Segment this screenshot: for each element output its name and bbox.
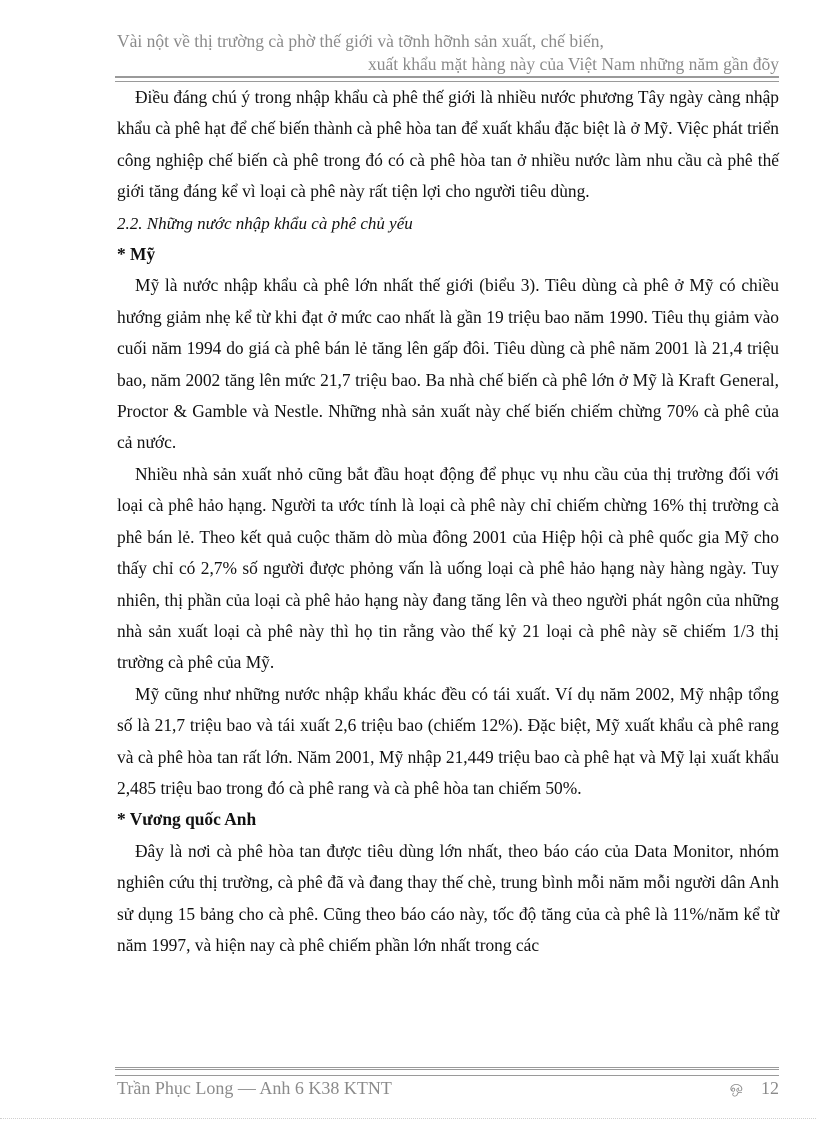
header-line-2: xuất khẩu mặt hàng này của Việt Nam những năm gần đõy: [368, 54, 779, 74]
paragraph-uk: Đây là nơi cà phê hòa tan được tiêu dùng lớn nhất, theo báo cáo của Data Monitor, nhóm nghiên cứu thị trường, cà phê đã và đang thay thế chè, trung bình mỗi năm mỗi người dân Anh sử dụng 15 bảng cho cà phê. Cũng theo báo cáo này, tốc độ tăng của cà phê là 11%/năm kể từ năm 1997, và hiện nay cà phê chiếm phần lớn nhất trong các: [117, 840, 779, 955]
page-edge-divider: [0, 1118, 816, 1119]
paragraph-us-reexport: Mỹ cũng như những nước nhập khẩu khác đều có tái xuất. Ví dụ năm 2002, Mỹ nhập tổng số là 21,7 triệu bao và tái xuất 2,6 triệu bao (chiếm 12%). Đặc biệt, Mỹ xuất khẩu cà phê rang và cà phê hòa tan rất lớn. Năm 2001, Mỹ nhập 21,449 triệu bao cà phê hạt và Mỹ lại xuất khẩu 2,485 triệu bao trong đó cà phê rang và cà phê hòa tan chiếm 50%.: [117, 683, 779, 798]
footer-rule: [115, 1067, 779, 1076]
ornament-icon: ஒ: [729, 1079, 743, 1096]
paragraph-us-specialty: Nhiều nhà sản xuất nhỏ cũng bắt đầu hoạt động để phục vụ nhu cầu của thị trường đối với loại cà phê hảo hạng. Người ta ước tính là loại cà phê này chỉ chiếm chừng 16% thị trường cà phê bán lẻ. Theo kết quả cuộc thăm dò mùa đông 2001 của Hiệp hội cà phê quốc gia Mỹ cho thấy chỉ có 2,7% số người được phỏng vấn là uống loại cà phê hảo hạng này hàng ngày. Tuy nhiên, thị phần của loại cà phê hảo hạng này đang tăng lên và theo người phát ngôn của những nhà sản xuất loại cà phê này thì họ tin rằng vào thế kỷ 21 loại cà phê này sẽ chiếm 1/3 thị trường cà phê của Mỹ.: [117, 463, 779, 673]
page-number: 12: [761, 1078, 779, 1098]
running-header: [117, 30, 779, 76]
document-body: [117, 82, 779, 961]
subheading-uk: * Vương quốc Anh: [117, 809, 257, 830]
subheading-us: * Mỹ: [117, 244, 156, 265]
header-line-1: Vài nột về thị trường cà phờ thế giới và tỡnh hỡnh sản xuất, chế biến,: [117, 31, 604, 51]
paragraph-us-consumption: Mỹ là nước nhập khẩu cà phê lớn nhất thế giới (biểu 3). Tiêu dùng cà phê ở Mỹ có chiều hướng giảm nhẹ kể từ khi đạt ở mức cao nhất là gần 19 triệu bao năm 1990. Tiêu thụ giảm vào cuối năm 1994 do giá cà phê bán lẻ tăng lên gấp đôi. Tiêu dùng cà phê năm 2001 là 21,4 triệu bao, năm 2002 tăng lên mức 21,7 triệu bao. Ba nhà chế biến cà phê lớn ở Mỹ là Kraft General, Proctor & Gamble và Nestle. Những nhà sản xuất này chế biến chiếm chừng 70% cà phê của cả nước.: [117, 275, 779, 453]
section-heading: 2.2. Những nước nhập khẩu cà phê chủ yếu: [117, 213, 413, 233]
footer-author: Trần Phục Long — Anh 6 K38 KTNT: [117, 1078, 392, 1098]
page-footer: [117, 1078, 779, 1102]
paragraph-intro: Điều đáng chú ý trong nhập khẩu cà phê thế giới là nhiều nước phương Tây ngày càng nhập khẩu cà phê hạt để chế biến thành cà phê hòa tan để xuất khẩu đặc biệt là ở Mỹ. Việc phát triển công nghiệp chế biến cà phê trong đó có cà phê hòa tan ở nhiều nước làm nhu cầu cà phê thế giới tăng đáng kể vì loại cà phê này rất tiện lợi cho người tiêu dùng.: [117, 87, 779, 202]
